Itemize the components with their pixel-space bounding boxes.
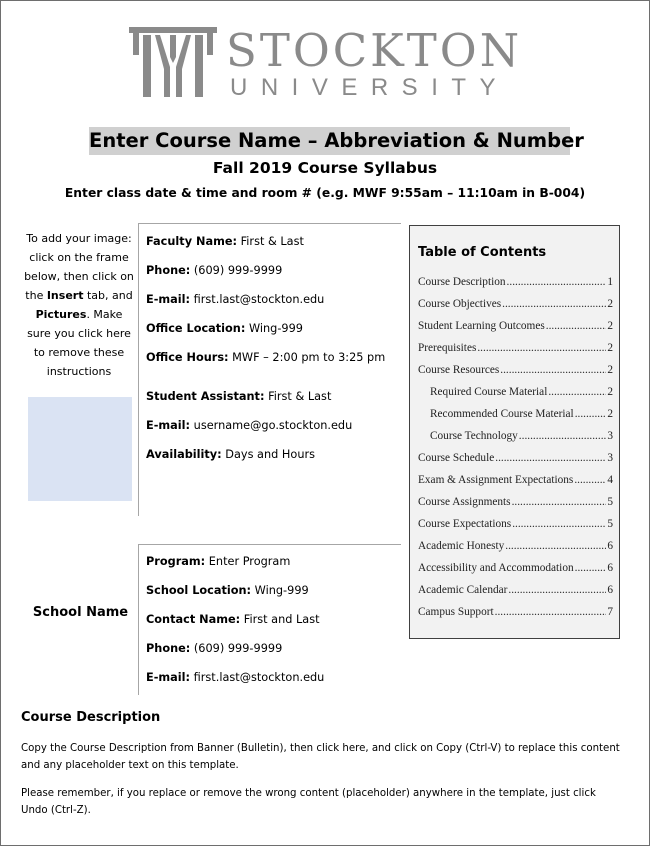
availability-label: Availability: [146,448,222,461]
contact-name-line[interactable] [146,612,320,628]
toc-leader [575,407,607,422]
availability-value: Days and Hours [221,448,316,461]
faculty-phone-label: Phone: [146,264,191,277]
availability-line[interactable] [146,447,315,463]
toc-item-page: 6 [607,562,613,574]
office-location-value: Wing-999 [245,322,303,335]
toc-leader [512,495,607,510]
toc-leader [477,341,606,356]
toc-item[interactable] [418,450,613,466]
program-email-line[interactable] [146,670,324,686]
program-email-value: first.last@stockton.edu [190,671,325,684]
toc-item-page: 3 [607,452,613,464]
instructions-insert: Insert [46,289,84,302]
undo-reminder-text: Please remember, if you replace or remove the wrong content (placeholder) anywhere in the template, just click Undo (Ctrl-Z). [21,788,596,816]
toc-item-page: 2 [607,408,613,420]
faculty-email-label: E-mail: [146,293,191,306]
instructions-text-1: To add your image: click on the frame below, then click on the [24,232,134,302]
toc-item[interactable] [418,494,613,510]
office-location-line[interactable] [146,321,303,337]
program-phone-label: Phone: [146,642,191,655]
faculty-name-line[interactable] [146,234,304,250]
toc-item[interactable] [418,604,613,620]
toc-item-label: Course Schedule [418,452,495,464]
toc-item-page: 2 [607,342,613,354]
program-phone-line[interactable] [146,641,282,657]
toc-item-label: Course Technology [430,430,518,442]
toc-leader [495,605,607,620]
toc-item-label: Prerequisites [418,342,477,354]
toc-item-page: 2 [607,386,613,398]
toc-item-page: 2 [607,298,613,310]
toc-item-page: 6 [607,540,613,552]
toc-leader [508,583,606,598]
toc-item-page: 5 [607,496,613,508]
faculty-info-box [138,223,401,516]
school-location-label: School Location: [146,584,252,597]
toc-item-label: Exam & Assignment Expectations [418,474,574,486]
toc-item[interactable] [418,362,613,378]
faculty-name-label: Faculty Name: [146,235,238,248]
faculty-name-value: First & Last [237,235,304,248]
school-location-line[interactable] [146,583,309,599]
program-line[interactable] [146,554,290,570]
toc-title: Table of Contents [418,245,547,260]
toc-item[interactable] [418,538,613,554]
office-hours-label: Office Hours: [146,351,229,364]
toc-leader [519,429,607,444]
stockton-tree-logo-icon [129,27,217,99]
toc-item-label: Recommended Course Material [430,408,574,420]
office-location-label: Office Location: [146,322,246,335]
school-location-value: Wing-999 [251,584,309,597]
student-assistant-value: First & Last [264,390,332,403]
toc-item-label: Course Resources [418,364,500,376]
toc-item-page: 2 [607,320,613,332]
faculty-phone-value: (609) 999-9999 [190,264,283,277]
toc-subitem[interactable] [430,428,613,444]
toc-item-page: 7 [607,606,613,618]
program-info-box [138,544,401,695]
toc-item[interactable] [418,560,613,576]
program-label: Program: [146,555,206,568]
toc-item-page: 2 [607,364,613,376]
assistant-email-label: E-mail: [146,419,191,432]
toc-item-label: Accessibility and Accommodation [418,562,574,574]
class-info-field[interactable]: Enter class date & time and room # (e.g. MWF 9:55am – 11:10am in B-004) [64,186,586,200]
student-assistant-line[interactable] [146,389,331,405]
toc-subitem[interactable] [430,406,613,422]
office-hours-value: MWF – 2:00 pm to 3:25 pm [228,351,386,364]
toc-leader [575,561,607,576]
toc-subitem[interactable] [430,384,613,400]
logo-wordmark: STOCKTON [226,24,523,77]
course-description-text[interactable]: Copy the Course Description from Banner (Bulletin), then click here, and click on Copy (Ctrl-V) to replace this content and any placeholder text on this template. [21,743,620,771]
toc-leader [505,539,606,554]
program-email-label: E-mail: [146,671,191,684]
student-assistant-label: Student Assistant: [146,390,265,403]
program-value: Enter Program [205,555,291,568]
contact-name-value: First and Last [240,613,320,626]
toc-item-page: 3 [607,430,613,442]
image-instructions[interactable] [23,229,135,381]
office-hours-line[interactable] [146,350,385,366]
toc-item-label: Academic Calendar [418,584,508,596]
toc-item-page: 1 [607,276,613,288]
toc-item[interactable] [418,296,613,312]
faculty-email-value: first.last@stockton.edu [190,293,325,306]
toc-leader [500,363,606,378]
course-name-field[interactable]: Enter Course Name – Abbreviation & Number [89,127,570,155]
image-frame[interactable] [28,397,132,501]
toc-item-label: Course Assignments [418,496,511,508]
toc-leader [495,451,606,466]
stockton-logo [129,23,524,101]
instructions-pictures: Pictures [35,308,87,321]
toc-item-label: Student Learning Outcomes [418,320,545,332]
term-title: Fall 2019 Course Syllabus [212,159,438,177]
instructions-text-2: tab, and [83,289,133,302]
toc-item-page: 5 [607,518,613,530]
table-of-contents [409,225,620,639]
toc-leader [546,319,607,334]
assistant-email-line[interactable] [146,418,352,434]
instructions-text-3: . Make sure you click here to remove these instructions [27,308,131,378]
toc-item[interactable] [418,274,613,290]
toc-item[interactable] [418,340,613,356]
program-phone-value: (609) 999-9999 [190,642,283,655]
toc-leader [512,517,606,532]
faculty-phone-line[interactable] [146,263,282,279]
toc-item-label: Academic Honesty [418,540,505,552]
toc-leader [548,385,606,400]
toc-item-label: Course Objectives [418,298,502,310]
toc-item-label: Course Description [418,276,506,288]
toc-leader [574,473,606,488]
toc-item-label: Campus Support [418,606,494,618]
toc-item[interactable] [418,472,613,488]
toc-item-label: Course Expectations [418,518,512,530]
faculty-email-line[interactable] [146,292,324,308]
contact-name-label: Contact Name: [146,613,241,626]
toc-item[interactable] [418,318,613,334]
toc-item-label: Required Course Material [430,386,548,398]
school-name[interactable]: School Name [32,605,129,620]
assistant-email-value: username@go.stockton.edu [190,419,353,432]
toc-item-page: 6 [607,584,613,596]
toc-leader [507,275,607,290]
course-description-heading: Course Description [21,710,161,725]
toc-leader [502,297,606,312]
logo-subtitle: UNIVERSITY [230,74,510,101]
toc-item[interactable] [418,516,613,532]
toc-item[interactable] [418,582,613,598]
toc-item-page: 4 [607,474,613,486]
